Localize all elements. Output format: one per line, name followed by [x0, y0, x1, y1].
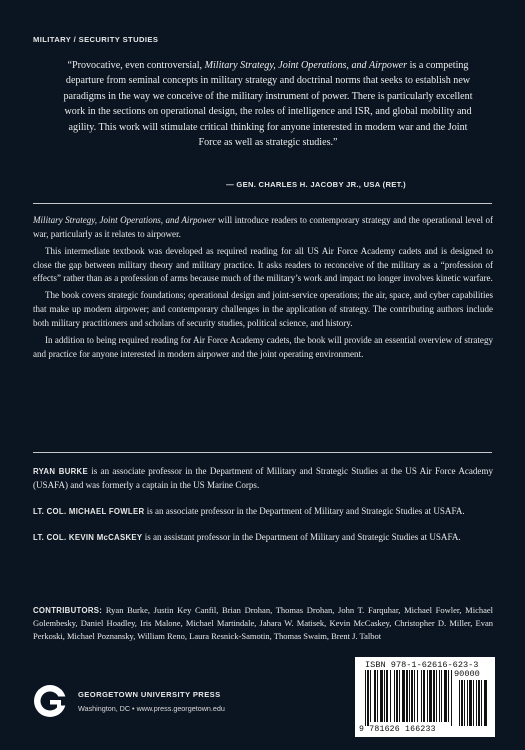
barcode-bar [448, 670, 449, 722]
author-bio [33, 531, 493, 545]
barcode-bar [411, 670, 413, 722]
barcode-bar [414, 670, 415, 722]
georgetown-g-logo-icon [33, 684, 67, 718]
contributors-names: Ryan Burke, Justin Key Canfil, Brian Drohan, Thomas Drohan, John T. Farquhar, Michael Fowler, Michael Golembesky, Daniel Hoadley, Iris Malone, Michael Martindale, Jahara W. Matisek, Kevin McCaskey, Christopher D. Miller, Evan Perkoski, Michael Poznansky, William Reno, Laura Resnick-Samotin, Thomas Swaim, Brent J. Talbot [33, 605, 493, 642]
barcode-bar [367, 670, 369, 726]
barcode-bar [409, 670, 410, 722]
price-code: 90000 [454, 669, 480, 679]
barcode-addon-bar [484, 680, 487, 726]
barcode-bar [444, 670, 447, 722]
contributors-list [33, 604, 493, 643]
author-bio-text: is an associate professor in the Department of Military and Strategic Studies at the US Air Force Academy (USAFA) and was formerly a captain in the US Marine Corps. [33, 466, 493, 490]
quote-attribution: — GEN. CHARLES H. JACOBY JR., USA (RET.) [226, 180, 406, 189]
barcode-addon-bar [476, 680, 477, 726]
barcode-digits: 9 781626 166233 [359, 725, 436, 734]
barcode-bar [439, 670, 440, 722]
barcode-bar [441, 670, 442, 722]
divider-top [33, 203, 492, 204]
barcode-bar [374, 670, 376, 722]
barcode-bar [451, 670, 452, 726]
barcode-bar [396, 670, 398, 722]
barcode-addon-bar [469, 680, 472, 726]
barcode-bar [423, 670, 425, 722]
category-label: MILITARY / SECURITY STUDIES [33, 35, 159, 44]
book-description [33, 214, 493, 365]
barcode-addon-bar [481, 680, 482, 726]
author-name: LT. COL. KEVIN McCASKEY [33, 533, 143, 543]
barcode-addon-bar [459, 680, 460, 726]
isbn-barcode [355, 657, 495, 737]
barcode-bar [384, 670, 385, 722]
publisher-info: Washington, DC • www.press.georgetown.edu [78, 704, 225, 713]
quote-text-after: is a competing departure from seminal concepts in military strategy and doctrinal norms that seeks to establish new paradigms in the way we conceive of the military instrument of power. There is particularly excellent work in the sections on operational design, the roles of intelligence and ISR, and global mobility and agility. This work will stimulate critical thinking for anyone interested in modern war and the Joint Force as well as strategic studies.” [63, 60, 473, 149]
divider-middle [33, 452, 492, 453]
barcode-addon-bar [473, 680, 474, 726]
author-bio-text: is an associate professor in the Department of Military and Strategic Studies at USAFA. [144, 506, 465, 516]
barcode-bar [406, 670, 408, 722]
author-bio [33, 465, 493, 492]
barcode-bar [399, 670, 400, 722]
barcode-bar [417, 670, 418, 722]
barcode-bar [386, 670, 388, 722]
quote-book-title: Military Strategy, Joint Operations, and Airpower [204, 60, 408, 71]
description-paragraph: In addition to being required reading for Air Force Academy cadets, the book will provide an essential overview of strategy and practice for anyone interested in modern airpower and the joint operating environment. [33, 334, 493, 359]
barcode-bar [433, 670, 435, 722]
author-name: RYAN BURKE [33, 467, 88, 476]
author-bio-text: is an assistant professor in the Department of Military and Strategic Studies at USAFA. [142, 532, 461, 543]
description-paragraph: The book covers strategic foundations; operational design and joint-service operations; the air, space, and cyber capabilities that make up modern airpower; and contemporary challenges in the application of strategy. The contributing authors include both military practitioners and scholars of security studies, political science, and history. [33, 290, 493, 328]
publisher-name: GEORGETOWN UNIVERSITY PRESS [78, 690, 221, 699]
quote-text-before: “Provocative, even controversial, [67, 60, 205, 71]
barcode-bars [363, 670, 487, 726]
endorsement-quote [60, 58, 476, 150]
barcode-addon-bar [461, 680, 463, 726]
barcode-addon-bar [478, 680, 480, 726]
barcode-bar [402, 670, 405, 722]
barcode-addon-bar [464, 680, 465, 726]
author-bio [33, 505, 493, 519]
description-paragraph: This intermediate textbook was developed as required reading for all US Air Force Academy cadets and is designed to close the gap between military theory and military practice. It asks readers to reconceive of the military as a “profession of effects” rather than as a profession of arms because much of the military’s work and impact no longer involves kinetic warfare. [33, 245, 493, 284]
barcode-bar [370, 670, 371, 722]
barcode-bar [427, 670, 428, 722]
barcode-bar [429, 670, 432, 722]
description-paragraph [33, 214, 493, 241]
description-text: will introduce readers to contemporary strategy and the operational level of war, particularly as it relates to airpower. [33, 215, 493, 239]
barcode-bar [390, 670, 391, 722]
barcode-bar [380, 670, 383, 722]
barcode-bar [377, 670, 378, 722]
description-book-title: Military Strategy, Joint Operations, and Airpower [33, 215, 216, 225]
barcode-addon-bar [467, 680, 468, 726]
author-bios [33, 465, 493, 558]
contributors-label: CONTRIBUTORS: [33, 606, 103, 615]
barcode-bar [394, 670, 395, 722]
barcode-bar [436, 670, 437, 722]
barcode-bar [421, 670, 422, 722]
author-name: LT. COL. MICHAEL FOWLER [33, 507, 145, 516]
barcode-bar [365, 670, 366, 726]
isbn-number: ISBN 978-1-62616-623-3 [365, 660, 479, 670]
